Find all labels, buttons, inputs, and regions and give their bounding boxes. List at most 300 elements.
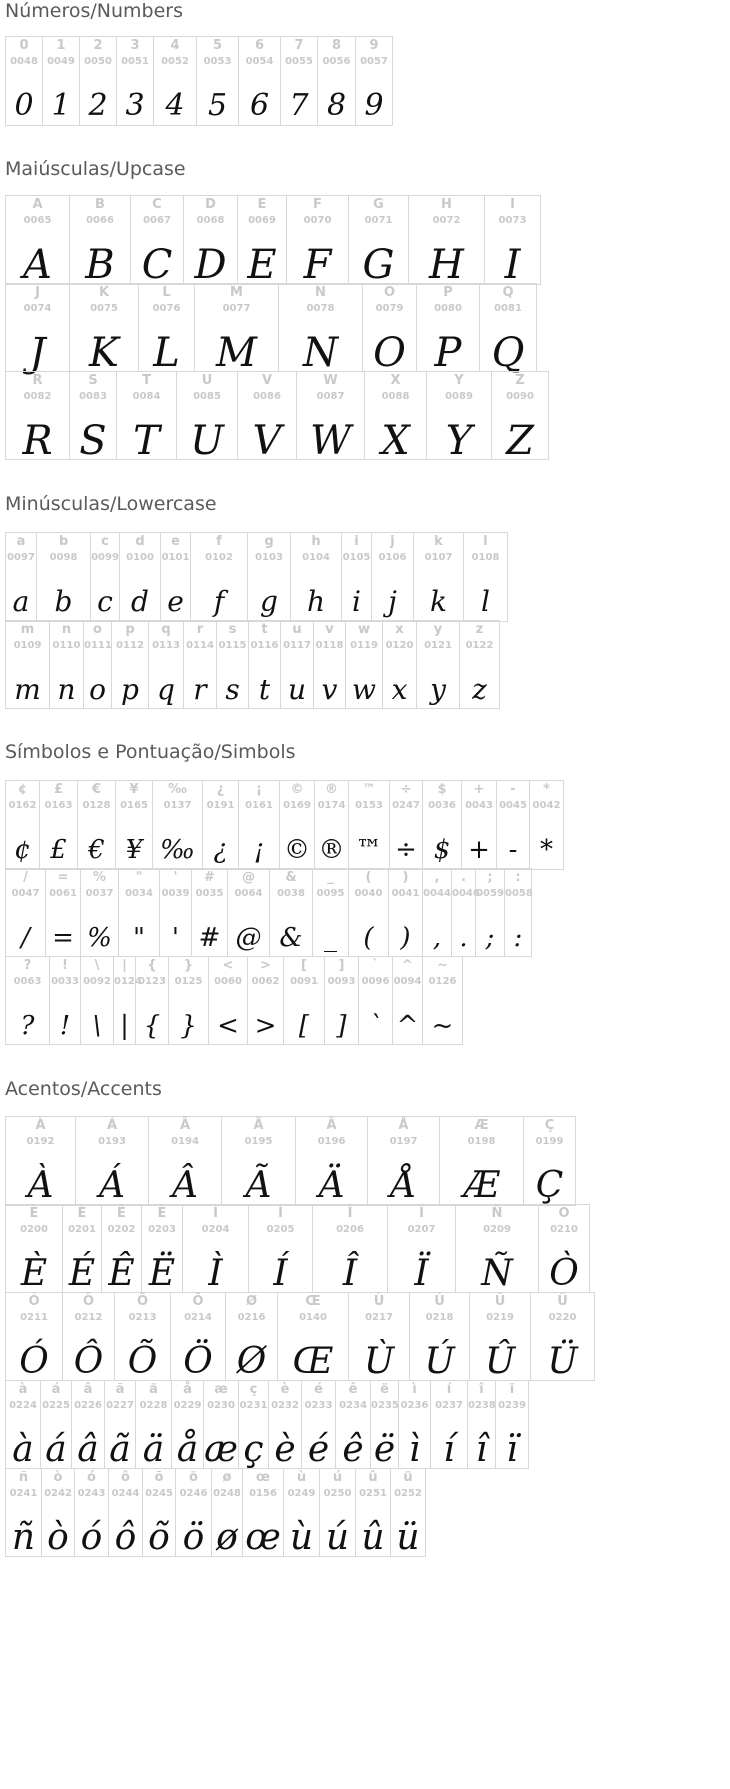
glyph-code-label: 0064	[234, 888, 263, 899]
glyph-code-label: 0103	[255, 552, 283, 563]
glyph-cell	[383, 620, 417, 709]
glyph-char-label: *	[543, 782, 550, 797]
glyph-char-label: Ò	[558, 1206, 570, 1221]
glyph-cell	[6, 1468, 42, 1557]
glyph-char-label: i	[354, 534, 359, 549]
glyph-char-label: d	[135, 534, 145, 549]
glyph-sample: ©	[284, 835, 310, 865]
glyph-code-label: 0239	[498, 1400, 526, 1411]
glyph-code-label: 0113	[152, 640, 180, 651]
glyph-char-label: x	[395, 622, 404, 637]
glyph-char-label: ö	[189, 1470, 198, 1485]
glyph-sample: E	[247, 242, 277, 288]
glyph-code-label: 0101	[161, 552, 190, 563]
glyph-sample: Ô	[73, 1341, 104, 1382]
glyph-cell	[171, 1292, 226, 1381]
glyph-cell	[102, 1204, 142, 1293]
glyph-cell	[176, 1468, 212, 1557]
glyph-cell	[281, 620, 314, 709]
glyph-sample: I	[504, 242, 521, 288]
glyph-char-label: Î	[347, 1206, 353, 1221]
glyph-char-label: Ù	[373, 1294, 385, 1309]
glyph-char-label: 9	[369, 38, 379, 53]
glyph-char-label: ì	[412, 1382, 417, 1397]
glyph-cell	[313, 1204, 388, 1293]
glyph-char-label: ç	[249, 1382, 258, 1397]
glyph-sample: >	[254, 1011, 277, 1041]
glyph-cell	[6, 1117, 76, 1206]
glyph-sample: ¡	[253, 835, 265, 865]
glyph-cell	[169, 956, 209, 1045]
glyph-sample: 0	[14, 88, 34, 123]
glyph-row	[5, 532, 508, 622]
glyph-sample: %	[87, 923, 112, 953]
glyph-char-label: Ì	[213, 1206, 218, 1221]
glyph-sample: â	[77, 1429, 99, 1470]
glyph-cell	[114, 956, 142, 1045]
glyph-cell	[217, 620, 249, 709]
glyph-sample: T	[133, 418, 160, 464]
glyph-char-label: e	[171, 534, 180, 549]
glyph-cell	[280, 781, 315, 870]
glyph-cell	[6, 956, 50, 1045]
glyph-char-label: Á	[106, 1118, 118, 1133]
glyph-char-label: û	[368, 1470, 378, 1485]
glyph-char-label: ^	[402, 958, 413, 973]
glyph-code-label: 0080	[434, 303, 462, 314]
glyph-code-label: 0084	[132, 391, 161, 402]
glyph-char-label: #	[204, 870, 215, 885]
glyph-sample: ô	[114, 1517, 137, 1558]
glyph-sample: X	[381, 418, 410, 464]
glyph-cell	[226, 1292, 278, 1381]
glyph-code-label: 0041	[391, 888, 420, 899]
glyph-char-label: t	[261, 622, 268, 637]
glyph-cell	[417, 620, 460, 709]
glyph-char-label: \	[94, 958, 100, 973]
glyph-cell	[368, 1117, 440, 1206]
glyph-code-label: 0038	[277, 888, 305, 899]
glyph-char-label: ñ	[18, 1470, 29, 1485]
glyph-code-label: 0048	[10, 56, 38, 67]
glyph-char-label: í	[446, 1382, 452, 1397]
glyph-char-label: j	[390, 534, 395, 549]
glyph-sample: )	[400, 923, 411, 953]
glyph-cell	[142, 1204, 183, 1293]
glyph-char-label: )	[402, 870, 409, 885]
glyph-sample: !	[59, 1011, 71, 1041]
glyph-cell	[524, 1117, 576, 1206]
glyph-sample: Ï	[414, 1253, 429, 1294]
glyph-row	[5, 1292, 595, 1381]
glyph-code-label: 0218	[425, 1312, 454, 1323]
glyph-char-label: £	[53, 782, 64, 797]
glyph-sample: j	[388, 585, 397, 618]
glyph-cell	[6, 868, 46, 957]
glyph-cell	[480, 283, 537, 376]
glyph-char-label: !	[62, 958, 68, 973]
glyph-char-label: A	[32, 197, 43, 212]
glyph-cell	[302, 1380, 336, 1469]
glyph-sample: Ë	[148, 1253, 176, 1294]
glyph-cell	[91, 533, 120, 622]
glyph-code-label: 0206	[336, 1224, 364, 1235]
glyph-code-label: 0083	[79, 391, 107, 402]
glyph-char-label: m	[20, 622, 35, 637]
glyph-char-label: }	[183, 958, 194, 973]
glyph-code-label: 0212	[74, 1312, 103, 1323]
glyph-sample: `	[369, 1011, 382, 1041]
glyph-sample: ë	[373, 1429, 396, 1470]
glyph-cell	[372, 533, 414, 622]
glyph-cell	[37, 533, 91, 622]
glyph-cell	[75, 1468, 109, 1557]
glyph-cell	[149, 1117, 222, 1206]
glyph-sample: À	[27, 1165, 54, 1206]
glyph-code-label: 0216	[237, 1312, 266, 1323]
glyph-row	[5, 868, 532, 957]
glyph-sample: @	[235, 923, 262, 953]
glyph-sample: Æ	[463, 1165, 500, 1206]
glyph-sample: _	[324, 923, 337, 953]
glyph-char-label: 4	[170, 38, 180, 53]
glyph-char-label: ø	[222, 1470, 232, 1485]
glyph-code-label: 0089	[445, 391, 473, 402]
glyph-char-label: (	[365, 870, 372, 885]
glyph-code-label: 0071	[364, 215, 393, 226]
glyph-char-label: ¢	[17, 782, 28, 797]
glyph-sample: ¿	[213, 835, 228, 865]
glyph-char-label: ?	[23, 958, 32, 973]
glyph-cell	[154, 37, 197, 126]
glyph-code-label: 0079	[375, 303, 404, 314]
glyph-sample: t	[258, 673, 271, 706]
glyph-code-label: 0153	[355, 800, 383, 811]
glyph-cell	[228, 868, 270, 957]
glyph-code-label: 0230	[207, 1400, 235, 1411]
glyph-sample: Ò	[549, 1253, 579, 1294]
glyph-cell	[6, 196, 70, 288]
glyph-cell	[204, 1380, 239, 1469]
glyph-cell	[72, 1380, 105, 1469]
glyph-sample: ï	[506, 1429, 518, 1470]
glyph-cell	[539, 1204, 590, 1293]
glyph-char-label: I	[510, 197, 515, 212]
glyph-char-label: E	[257, 197, 267, 212]
glyph-char-label: X	[390, 373, 401, 388]
glyph-sample: 4	[165, 88, 185, 123]
glyph-sample: Á	[99, 1165, 125, 1206]
glyph-code-label: 0098	[49, 552, 78, 563]
glyph-char-label: Ñ	[491, 1206, 503, 1221]
glyph-code-label: 0203	[148, 1224, 176, 1235]
glyph-code-label: 0033	[51, 976, 79, 987]
glyph-sample: F	[303, 242, 332, 288]
glyph-char-label: Í	[278, 1206, 283, 1221]
glyph-cell	[468, 1380, 496, 1469]
glyph-char-label: |	[122, 958, 127, 973]
glyph-code-label: 0100	[126, 552, 154, 563]
glyph-char-label: ]	[338, 958, 345, 973]
glyph-cell	[70, 371, 117, 464]
glyph-cell	[6, 533, 37, 622]
glyph-sample: å	[176, 1429, 199, 1470]
glyph-sample: Ã	[245, 1165, 272, 1206]
glyph-cell	[76, 1117, 149, 1206]
glyph-char-label: k	[434, 534, 443, 549]
glyph-code-label: 0045	[499, 800, 527, 811]
glyph-code-label: 0040	[354, 888, 383, 899]
glyph-char-label: ~	[437, 958, 448, 973]
glyph-code-label: 0227	[106, 1400, 134, 1411]
glyph-char-label: @	[242, 870, 255, 885]
glyph-sample: \	[92, 1011, 102, 1041]
glyph-cell	[184, 620, 217, 709]
glyph-code-label: 0165	[120, 800, 148, 811]
glyph-char-label: Q	[502, 285, 514, 300]
glyph-code-label: 0114	[186, 640, 214, 651]
glyph-char-label: È	[29, 1206, 39, 1221]
glyph-char-label: b	[58, 534, 69, 549]
glyph-sample: ì	[408, 1429, 421, 1470]
glyph-cell	[391, 1468, 426, 1557]
glyph-sample: Õ	[127, 1341, 158, 1382]
glyph-char-label: ;	[487, 870, 493, 885]
glyph-char-label: y	[433, 622, 443, 637]
glyph-sample: à	[12, 1429, 34, 1470]
glyph-sample: û	[361, 1517, 385, 1558]
glyph-char-label: U	[201, 373, 213, 388]
glyph-code-label: 0068	[196, 215, 225, 226]
glyph-char-label: D	[205, 197, 216, 212]
glyph-cell	[270, 868, 313, 957]
glyph-cell	[192, 868, 228, 957]
glyph-cell	[160, 868, 192, 957]
glyph-char-label: ¡	[256, 782, 262, 797]
glyph-char-label: s	[228, 622, 237, 637]
glyph-sample: é	[307, 1429, 330, 1470]
glyph-sample: ò	[47, 1517, 69, 1558]
glyph-cell	[112, 620, 149, 709]
glyph-sample: G	[362, 242, 395, 288]
glyph-code-label: 0163	[44, 800, 73, 811]
glyph-code-label: 0087	[316, 391, 345, 402]
glyph-sample: |	[120, 1011, 129, 1041]
glyph-code-label: 0137	[163, 800, 192, 811]
glyph-cell	[462, 781, 497, 870]
glyph-char-label: ù	[296, 1470, 307, 1485]
glyph-char-label: 2	[93, 38, 103, 53]
section-title: Acentos/Accents	[5, 1078, 162, 1100]
glyph-sample: J	[29, 330, 46, 376]
glyph-char-label: C	[152, 197, 162, 212]
glyph-cell	[496, 1380, 529, 1469]
glyph-sample: Ñ	[481, 1253, 513, 1294]
glyph-cell	[269, 1380, 302, 1469]
glyph-char-label: ®	[325, 782, 338, 797]
glyph-char-label: a	[16, 534, 26, 549]
glyph-cell	[349, 868, 389, 957]
glyph-sample: Ê	[108, 1253, 135, 1294]
glyph-code-label: 0034	[125, 888, 153, 899]
glyph-code-label: 0049	[47, 56, 75, 67]
glyph-code-label: 0050	[84, 56, 112, 67]
glyph-char-label: ©	[290, 782, 304, 797]
glyph-code-label: 0099	[91, 552, 119, 563]
glyph-cell	[136, 956, 169, 1045]
glyph-cell	[184, 196, 238, 288]
glyph-char-label: Ï	[419, 1206, 424, 1221]
glyph-code-label: 0052	[161, 56, 189, 67]
glyph-code-label: 0082	[23, 391, 52, 402]
glyph-sample: Â	[172, 1165, 198, 1206]
glyph-cell	[287, 196, 349, 288]
glyph-cell	[120, 533, 161, 622]
glyph-sample: g	[260, 585, 278, 618]
glyph-code-label: 0140	[299, 1312, 327, 1323]
glyph-cell	[119, 868, 160, 957]
glyph-code-label: 0213	[128, 1312, 157, 1323]
glyph-cell	[116, 781, 153, 870]
glyph-char-label: q	[161, 622, 171, 637]
glyph-row	[5, 1116, 576, 1206]
glyph-code-label: 0063	[13, 976, 42, 987]
glyph-sample: Î	[342, 1253, 358, 1294]
glyph-cell	[50, 956, 81, 1045]
glyph-code-label: 0233	[304, 1400, 333, 1411]
glyph-char-label: ü	[403, 1470, 413, 1485]
glyph-code-label: 0126	[428, 976, 457, 987]
glyph-code-label: 0109	[13, 640, 42, 651]
glyph-char-label: h	[311, 534, 321, 549]
glyph-cell	[342, 533, 372, 622]
glyph-code-label: 0039	[161, 888, 190, 899]
glyph-char-label: î	[479, 1382, 484, 1397]
glyph-cell	[388, 1204, 456, 1293]
glyph-code-label: 0108	[471, 552, 500, 563]
glyph-char-label: L	[162, 285, 171, 300]
glyph-sample: õ	[148, 1517, 170, 1558]
glyph-char-label: <	[222, 958, 234, 973]
glyph-code-label: 0250	[323, 1488, 352, 1499]
glyph-code-label: 0058	[505, 888, 533, 899]
glyph-sample: H	[429, 242, 464, 288]
glyph-code-label: 0226	[74, 1400, 102, 1411]
glyph-sample: ;	[485, 923, 495, 953]
glyph-sample: n	[57, 673, 76, 706]
glyph-code-label: 0210	[550, 1224, 578, 1235]
glyph-cell	[414, 533, 464, 622]
glyph-sample: .	[459, 923, 468, 953]
glyph-cell	[197, 37, 239, 126]
glyph-sample: P	[434, 330, 462, 376]
glyph-code-label: 0242	[44, 1488, 72, 1499]
glyph-cell	[279, 283, 363, 376]
glyph-cell	[423, 781, 462, 870]
glyph-code-label: 0241	[9, 1488, 38, 1499]
glyph-code-label: 0054	[245, 56, 274, 67]
glyph-cell	[505, 868, 532, 957]
glyph-char-label: ò	[53, 1470, 63, 1485]
glyph-code-label: 0061	[49, 888, 77, 899]
glyph-sample: 9	[364, 88, 384, 123]
glyph-sample: 5	[207, 88, 228, 123]
glyph-code-label: 0232	[271, 1400, 299, 1411]
glyph-code-label: 0085	[193, 391, 221, 402]
glyph-code-label: 0044	[423, 888, 451, 899]
glyph-char-label: 1	[56, 38, 66, 53]
glyph-sample: 7	[289, 88, 309, 123]
glyph-char-label: /	[23, 870, 28, 885]
glyph-char-label: {	[147, 958, 157, 973]
glyph-sample: î	[475, 1429, 488, 1470]
glyph-char-label: ë	[380, 1382, 389, 1397]
glyph-sample: O	[373, 330, 406, 376]
glyph-sample: (	[363, 923, 374, 953]
glyph-char-label: Â	[179, 1118, 191, 1133]
glyph-code-label: 0095	[316, 888, 345, 899]
glyph-sample: ]	[336, 1011, 347, 1041]
glyph-char-label: á	[51, 1382, 61, 1397]
glyph-cell	[393, 956, 423, 1045]
glyph-sample: &	[279, 923, 303, 953]
glyph-sample: i	[352, 585, 361, 618]
glyph-sample: s	[225, 673, 240, 706]
glyph-code-label: 0121	[424, 640, 452, 651]
glyph-sample: V	[252, 418, 282, 464]
glyph-char-label: u	[292, 622, 302, 637]
glyph-char-label: Ô	[82, 1294, 95, 1309]
glyph-sample: k	[430, 585, 447, 618]
glyph-code-label: 0118	[315, 640, 344, 651]
glyph-sample: K	[89, 330, 119, 376]
glyph-sample: £	[50, 835, 67, 865]
glyph-char-label: >	[260, 958, 271, 973]
glyph-code-label: 0198	[467, 1136, 496, 1147]
glyph-row	[5, 780, 564, 870]
glyph-row	[5, 956, 463, 1045]
glyph-sample: æ	[204, 1429, 238, 1470]
glyph-code-label: 0235	[371, 1400, 399, 1411]
glyph-sample: <	[217, 1011, 239, 1041]
glyph-cell	[6, 1380, 41, 1469]
glyph-char-label: è	[280, 1382, 290, 1397]
glyph-code-label: 0196	[317, 1136, 346, 1147]
glyph-char-label: ó	[87, 1470, 96, 1485]
glyph-sample: p	[121, 673, 139, 706]
glyph-sample: v	[321, 673, 338, 706]
glyph-cell	[6, 283, 70, 376]
glyph-cell	[249, 620, 281, 709]
glyph-sample: {	[143, 1011, 161, 1041]
glyph-sample: Ø	[236, 1341, 267, 1382]
glyph-cell	[427, 371, 492, 464]
glyph-cell	[492, 371, 549, 464]
glyph-code-label: 0081	[494, 303, 522, 314]
glyph-sample: ¢	[14, 835, 31, 865]
glyph-cell	[183, 1204, 249, 1293]
glyph-cell	[296, 1117, 368, 1206]
glyph-cell	[363, 283, 417, 376]
glyph-code-label: 0073	[498, 215, 527, 226]
glyph-sample: *	[540, 835, 553, 865]
glyph-char-label: 3	[130, 38, 140, 53]
glyph-cell	[238, 196, 287, 288]
glyph-cell	[43, 37, 80, 126]
glyph-code-label: 0202	[107, 1224, 136, 1235]
glyph-code-label: 0047	[11, 888, 40, 899]
glyph-cell	[143, 1468, 176, 1557]
